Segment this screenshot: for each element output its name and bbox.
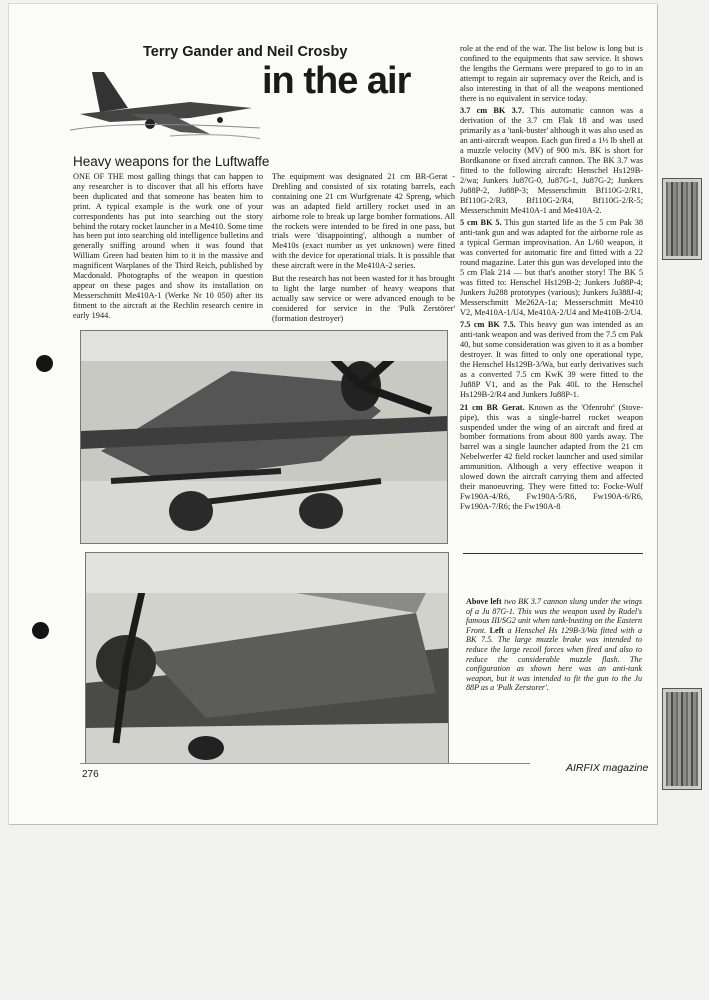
photo-hs129-cannon — [85, 552, 449, 764]
footer-rule — [80, 763, 530, 764]
weapon-heading: 7.5 cm BK 7.5. — [460, 320, 516, 330]
paragraph: 3.7 cm BK 3.7. This automatic cannon was a derivation of the 3.7 cm Flak 18 and was used primarily as a 'tank-buster' although it was also used as an anti-aircraft weapon. Each gun fired a 1½ lb shell at a muzzle velocity (MV) of 900 m/s. BK is short for Bordkanone or fixed aircraft cannon. The BK 3.7 was fitted to the following aircraft: Henschel Hs129B-2/wa; Junkers Ju87G-0, Ju87G-1, Ju87G-2; Junkers Ju88P-2, Ju88P-3; Messerschmitt Bf110G-2/R1, Bf110G-2/R3, Bf110G-2/R4, Bf110G-2/R-5; Messerschmitt Me410A-1 and Me410A-2. — [460, 106, 644, 215]
paragraph: The equipment was designated 21 cm BR-Gerat - Drehling and consisted of six rotating barrels, each containing one 21 cm Wurfgrenate 42 Spreng, which was an adapted field artillery rocket used in an airborne role to break up large bomber formations. All the rockets were intended to be fired in one pass, but trials were 'disappointing', although a number of Me410s (exact number as yet unknown) were fitted with the device for operational trials. It is possible that these aircraft were in the Me410A-2 series. — [272, 172, 455, 271]
weapon-heading: 5 cm BK 5. — [460, 218, 502, 228]
binder-tab — [662, 688, 702, 790]
paragraph: 5 cm BK 5. This gun started life as the 5 cm Pak 38 anti-tank gun and was adapted for the airborne role as a typical German improvisation. An L/60 weapon, it was converted for automatic fire and fitted with a 22 round magazine. Later this gun was developed into the 5 cm Flak 214 — but that's another story! The BK 5 was fitted to: Henschel Hs129B-2; Junkers Ju88P-4; Junkers Ju288 prototypes (various); Junkers Ju388J-4; Messerschmitt Me262A-1a; Messerschmitt Me410 V2, Me410A-1/U4, Me410A-2/U4 and Me410B-2/U4. — [460, 218, 643, 317]
caption-lead: Left — [489, 625, 504, 635]
column-2 — [272, 172, 455, 327]
divider — [463, 553, 643, 554]
paragraph: role at the end of the war. The list below is long but is confined to the equipments that saw service. It shows the lengths the Germans were prepared to go to in an attempt to regain air supremacy over the Reich, and is also interesting in that of all the weapons mentioned there is no equivalent in service today. — [460, 44, 643, 103]
photo-caption: Above left two BK 3.7 cannon slung under the wings of a Ju 87G-1. This was the weapon used by Rudel's famous III/SG2 unit when tank-busting on the Eastern Front. Left a Henschel Hs 129B-3/Wa fitted with a BK 7.5. The large muzzle brake was intended to reduce the large recoil forces when fired and also to reduce the considerable muzzle flash. The configuration as shown here was an anti-tank weapon, but it was intended to fit the gun to the Ju 88P as a 'Pulk Zerstorer'. — [466, 597, 642, 693]
column-1 — [73, 172, 263, 324]
page-number: 276 — [82, 769, 99, 780]
byline: Terry Gander and Neil Crosby — [143, 44, 348, 60]
paragraph: But the research has not been wasted for it has brought to light the large number of heavy weapons that actually saw service or were advanced enough to be considered for service in the 'Pulk Zerstörer' (formation destroyer) — [272, 274, 455, 323]
weapon-heading: 21 cm BR Gerat. — [460, 402, 525, 412]
jet-aircraft-illustration — [70, 62, 260, 152]
binder-tab — [662, 178, 702, 260]
paragraph: ONE OF THE most galling things that can happen to any researcher is to discover that all his efforts have been duplicated and that someone has beaten him to print. A typical example is the work one of your correspondents has put into searching out the story behind the rotary rocket launcher in a Me410. Some time has been put into searching old intelligence bulletins and generally sniffing around when it was found that William Green had beaten him to it in the massive and magnificent Warplanes of the Third Reich, published by Macdonald. Photographs of the weapon in question appear on these pages and show its installation on Messerschmitt Me410A-1 (Werke Nr 10 050) after its fitment to the aircraft at the Rechlin research centre in early 1944. — [73, 172, 263, 320]
column-3 — [460, 44, 643, 515]
photo-ju87-cannon — [80, 330, 448, 544]
article-headline: Heavy weapons for the Luftwaffe — [73, 154, 270, 169]
weapon-heading: 3.7 cm BK 3.7. — [460, 106, 525, 116]
caption-lead: Above left — [466, 597, 502, 606]
paragraph: 7.5 cm BK 7.5. This heavy gun was intended as an anti-tank weapon and was derived from the 7.5 cm Pak 40, but some consideration was given to it as a bomber destroyer. It was fitted to only one operational type, the Henschel Hs129B-3/Wa, but early derivatives such as a converted 7.5 cm KwK 39 were fitted to the Ju88P V1, and as the Pak 40L to the Henschel Hs129B-2/R4 and Junkers Ju88P-1. — [460, 320, 644, 399]
punch-hole — [36, 355, 53, 372]
magazine-name: AIRFIX magazine — [566, 762, 649, 774]
section-title: in the air — [262, 60, 411, 102]
punch-hole — [32, 622, 49, 639]
paragraph: 21 cm BR Gerat. Known as the 'Ofenrohr' (Stove-pipe), this was a single-barrel rocket weapon suspended under the wing of an aircraft and fired at bomber formations from about 800 yards away. The barrel was a single launcher adapted from the 21 cm Nebelwerfer 42 field rocket launcher and used similar ammunition. Although a very effective weapon it slowed down the aircraft carrying them and affected their manoeuvring. They were fitted to: Focke-Wulf Fw190A-4/R6, Fw190A-5/R6, Fw190A-6/R6, Fw190A-7/R6; the Fw190A-8 — [460, 402, 643, 511]
